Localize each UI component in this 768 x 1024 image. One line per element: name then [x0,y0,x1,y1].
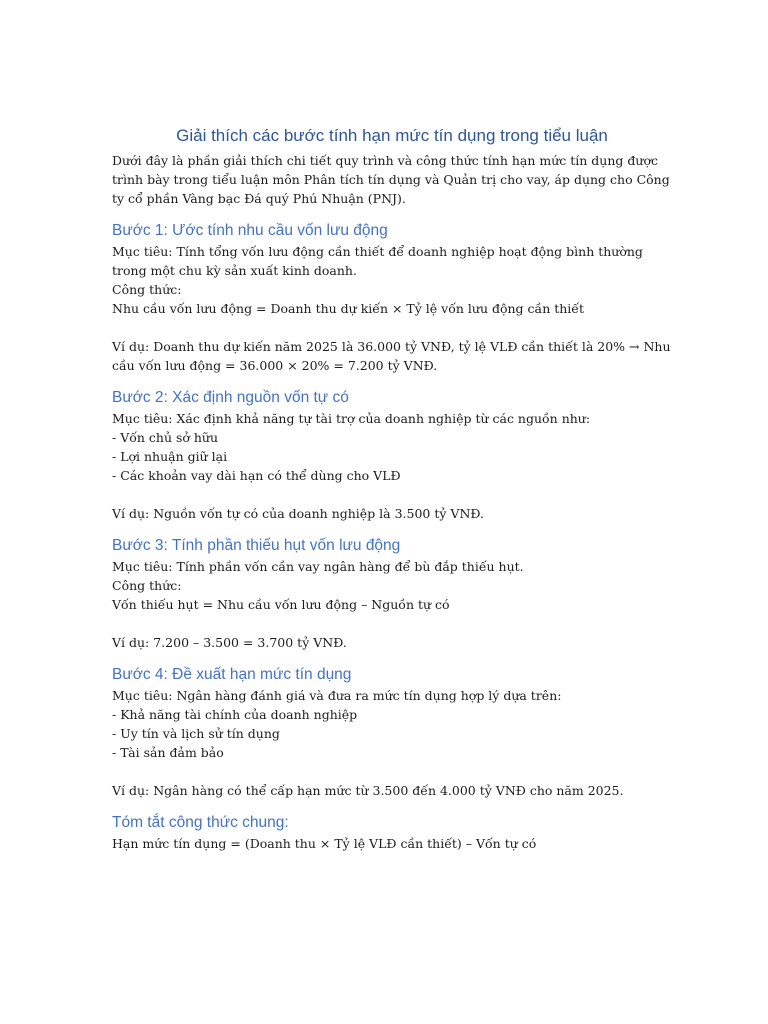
step-2-example: Ví dụ: Nguồn vốn tự có của doanh nghiệp là 3.500 tỷ VNĐ. [112,506,485,521]
step-3-section [112,536,672,652]
summary-heading: Tóm tắt công thức chung: [112,814,289,831]
step-3-formula-label: Công thức: [112,578,182,593]
step-2-heading: Bước 2: Xác định nguồn vốn tự có [112,389,349,406]
step-4-goal: Mục tiêu: Ngân hàng đánh giá và đưa ra mức tín dụng hợp lý dựa trên: [112,688,562,703]
step-1-goal: Mục tiêu: Tính tổng vốn lưu động cần thiết để doanh nghiệp hoạt động bình thường trong một chu kỳ sản xuất kinh doanh. [112,244,643,278]
spacer [112,318,672,337]
step-1-formula: Nhu cầu vốn lưu động = Doanh thu dự kiến × Tỷ lệ vốn lưu động cần thiết [112,301,585,316]
step-1-example: Ví dụ: Doanh thu dự kiến năm 2025 là 36.000 tỷ VNĐ, tỷ lệ VLĐ cần thiết là 20% → Nhu cầu vốn lưu động = 36.000 × 20% = 7.200 tỷ VNĐ. [112,339,671,373]
intro-paragraph: Dưới đây là phần giải thích chi tiết quy trình và công thức tính hạn mức tín dụng được trình bày trong tiểu luận môn Phân tích tín dụng và Quản trị cho vay, áp dụng cho Công ty cổ phần Vàng bạc Đá quý Phú Nhuận (PNJ). [112,153,670,206]
list-item: - Vốn chủ sở hữu [112,430,219,445]
document-page [112,120,672,853]
step-4-section [112,665,672,800]
list-item: - Lợi nhuận giữ lại [112,449,228,464]
step-4-heading: Bước 4: Đề xuất hạn mức tín dụng [112,666,352,683]
document-title: Giải thích các bước tính hạn mức tín dụng trong tiểu luận [176,126,608,145]
step-4-example: Ví dụ: Ngân hàng có thể cấp hạn mức từ 3.500 đến 4.000 tỷ VNĐ cho năm 2025. [112,783,624,798]
list-item: - Uy tín và lịch sử tín dụng [112,726,280,741]
spacer [112,762,672,781]
step-3-goal: Mục tiêu: Tính phần vốn cần vay ngân hàng để bù đắp thiếu hụt. [112,559,524,574]
list-item: - Tài sản đảm bảo [112,745,224,760]
step-1-heading: Bước 1: Ước tính nhu cầu vốn lưu động [112,222,388,239]
step-3-heading: Bước 3: Tính phần thiếu hụt vốn lưu động [112,537,401,554]
step-2-goal: Mục tiêu: Xác định khả năng tự tài trợ của doanh nghiệp từ các nguồn như: [112,411,591,426]
step-3-formula: Vốn thiếu hụt = Nhu cầu vốn lưu động – Nguồn tự có [112,597,450,612]
spacer [112,485,672,504]
step-2-source-list [112,428,672,485]
list-item: - Các khoản vay dài hạn có thể dùng cho VLĐ [112,468,401,483]
step-1-section [112,221,672,375]
step-1-formula-label: Công thức: [112,282,182,297]
summary-section [112,813,672,853]
list-item: - Khả năng tài chính của doanh nghiệp [112,707,358,722]
step-2-section [112,388,672,523]
summary-formula: Hạn mức tín dụng = (Doanh thu × Tỷ lệ VLĐ cần thiết) – Vốn tự có [112,836,537,851]
step-4-criteria-list [112,705,672,762]
spacer [112,614,672,633]
step-3-example: Ví dụ: 7.200 – 3.500 = 3.700 tỷ VNĐ. [112,635,347,650]
